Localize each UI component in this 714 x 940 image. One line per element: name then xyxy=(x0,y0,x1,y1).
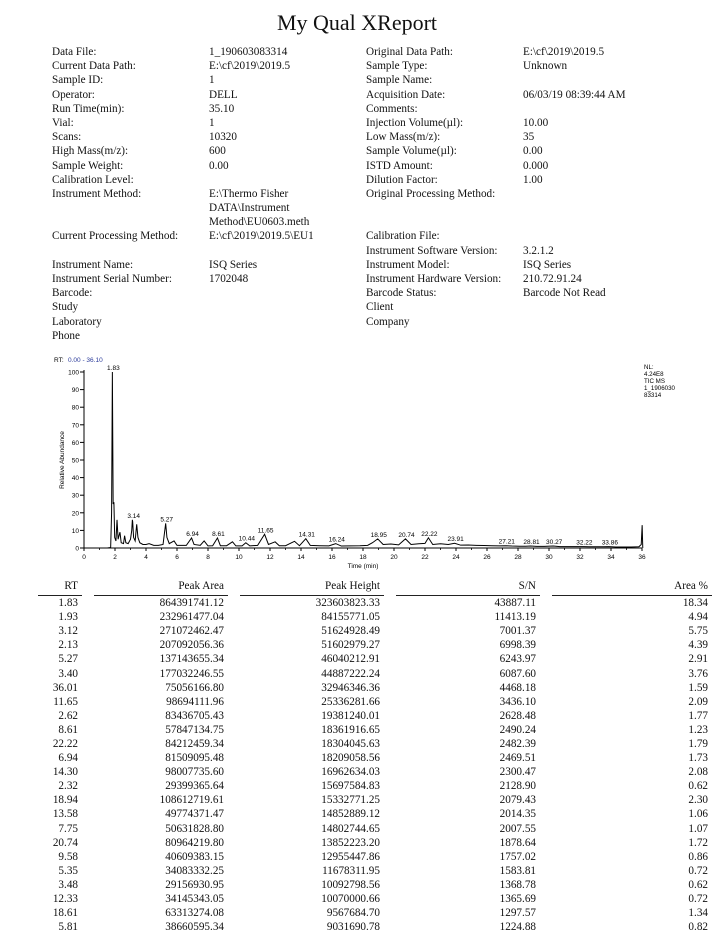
metadata-label: Laboratory xyxy=(52,315,102,328)
peak-label: 16.24 xyxy=(328,536,345,544)
x-tick-label: 14 xyxy=(297,554,305,561)
x-tick-label: 10 xyxy=(235,554,243,561)
metadata-value: 600 xyxy=(209,145,226,158)
peak-height-cell: 51624928.49 xyxy=(321,625,380,638)
sn-cell: 6998.39 xyxy=(499,639,536,652)
metadata-value: 10320 xyxy=(209,131,237,144)
sn-cell: 43887.11 xyxy=(494,597,536,610)
rt-cell: 12.33 xyxy=(52,893,78,906)
metadata-right-labels xyxy=(366,45,501,329)
area-pct-cell: 5.75 xyxy=(688,625,708,638)
sn-cell: 2014.35 xyxy=(499,808,536,821)
peak-height-cell: 9031690.78 xyxy=(326,921,380,934)
x-tick-label: 20 xyxy=(390,554,398,561)
peak-height-cell: 11678311.95 xyxy=(322,864,380,877)
peak-height-cell: 18209058.56 xyxy=(321,752,380,765)
rt-cell: 11.65 xyxy=(53,695,78,708)
metadata-label: Instrument Software Version: xyxy=(366,244,498,257)
x-axis-title: Time (min) xyxy=(347,563,379,570)
area-pct-cell: 0.72 xyxy=(688,893,708,906)
peak-area-cell: 271072462.47 xyxy=(159,625,224,638)
metadata-label: Sample Volume(µl): xyxy=(366,145,457,158)
table-row xyxy=(38,624,712,638)
sn-cell: 2482.39 xyxy=(499,737,536,750)
rt-cell: 13.58 xyxy=(52,808,78,821)
metadata-label: Comments: xyxy=(366,102,418,115)
metadata-value xyxy=(523,315,626,329)
peak-area-cell: 98007735.60 xyxy=(165,766,224,779)
sn-cell: 1368.78 xyxy=(499,878,536,891)
table-row xyxy=(38,793,712,807)
peak-label: 14.31 xyxy=(298,531,315,539)
peak-label: 8.61 xyxy=(212,530,225,538)
rt-cell: 3.48 xyxy=(58,878,78,891)
metadata-value: 35.10 xyxy=(209,102,235,115)
sn-cell: 1878.64 xyxy=(499,836,536,849)
metadata-value xyxy=(523,215,626,229)
sn-cell: 1365.69 xyxy=(499,893,536,906)
x-tick-label: 16 xyxy=(328,554,336,561)
metadata-label: Acquisition Date: xyxy=(366,88,446,101)
area-pct-cell: 1.73 xyxy=(688,752,708,765)
peak-area-cell: 34145343.05 xyxy=(165,893,224,906)
metadata-value: 0.000 xyxy=(523,159,549,172)
info-line: 1_1906030 xyxy=(644,385,675,392)
metadata-value xyxy=(523,201,626,215)
peak-height-cell: 13852223.20 xyxy=(321,836,380,849)
peak-height-cell: 15332771.25 xyxy=(321,794,380,807)
table-row xyxy=(38,822,712,836)
sn-cell: 1757.02 xyxy=(499,850,536,863)
info-line: TIC MS xyxy=(644,378,665,385)
peak-height-cell: 18304045.63 xyxy=(321,737,380,750)
table-row xyxy=(38,850,712,864)
col-header-peak-height: Peak Height xyxy=(240,578,384,596)
area-pct-cell: 2.08 xyxy=(688,766,708,779)
area-pct-cell: 1.07 xyxy=(688,822,708,835)
sn-cell: 1297.57 xyxy=(499,907,536,920)
peak-height-cell: 32946346.36 xyxy=(321,681,380,694)
peak-height-cell: 10070000.66 xyxy=(321,893,380,906)
peak-height-cell: 51602979.27 xyxy=(321,639,380,652)
col-header-sn: S/N xyxy=(396,578,540,596)
peak-area-cell: 83436705.43 xyxy=(165,709,224,722)
area-pct-cell: 1.23 xyxy=(688,723,708,736)
metadata-value: Unknown xyxy=(523,60,568,73)
rt-cell: 20.74 xyxy=(52,836,78,849)
peak-area-cell: 63313274.08 xyxy=(165,907,224,920)
sn-cell: 2628.48 xyxy=(499,709,536,722)
chromatogram-svg xyxy=(50,355,714,575)
rt-cell: 2.13 xyxy=(58,639,78,652)
peak-label: 3.14 xyxy=(127,512,140,520)
area-pct-cell: 0.82 xyxy=(688,921,708,934)
x-tick-label: 6 xyxy=(175,554,179,561)
metadata-left-values xyxy=(209,45,314,343)
table-row xyxy=(38,638,712,652)
peak-area-cell: 29156930.95 xyxy=(165,878,224,891)
col-header-peak-area: Peak Area xyxy=(94,578,228,596)
table-row xyxy=(38,906,712,920)
sn-cell: 3436.10 xyxy=(499,695,536,708)
metadata-label: ISTD Amount: xyxy=(366,159,433,172)
metadata-value: 10.00 xyxy=(523,116,549,129)
peak-area-cell: 864391741.12 xyxy=(159,597,224,610)
peak-height-cell: 14852889.12 xyxy=(321,808,380,821)
metadata-label: Company xyxy=(366,315,410,328)
sn-cell: 1224.88 xyxy=(499,921,536,934)
peak-height-cell: 84155771.05 xyxy=(321,611,380,624)
metadata-left-labels xyxy=(52,45,178,343)
peak-label: 22.22 xyxy=(421,530,438,538)
table-row xyxy=(38,652,712,666)
peak-label: 33.86 xyxy=(601,539,618,547)
y-axis-title: Relative Abundance xyxy=(59,431,66,489)
metadata-value: E:\Thermo Fisher xyxy=(209,187,289,200)
y-tick-label: 80 xyxy=(71,404,79,412)
metadata-label: Scans: xyxy=(52,131,82,144)
peak-label: 23.91 xyxy=(447,536,464,544)
sn-cell: 2469.51 xyxy=(499,752,536,765)
area-pct-cell: 0.72 xyxy=(688,864,708,877)
peak-label: 10.44 xyxy=(238,535,255,543)
metadata-value xyxy=(523,73,626,87)
table-row xyxy=(38,864,712,878)
sn-cell: 11413.19 xyxy=(494,611,536,624)
sn-cell: 1583.81 xyxy=(499,864,536,877)
peak-area-cell: 177032246.55 xyxy=(159,667,224,680)
info-line: 4.24E8 xyxy=(644,371,664,378)
peak-label: 5.27 xyxy=(160,516,174,524)
sn-cell: 2128.90 xyxy=(499,780,536,793)
table-row xyxy=(38,878,712,892)
metadata-value xyxy=(209,173,314,187)
peak-height-cell: 9567684.70 xyxy=(326,907,380,920)
rt-cell: 1.93 xyxy=(58,611,78,624)
peak-table-body xyxy=(38,596,712,935)
y-tick-label: 90 xyxy=(71,387,79,395)
table-row xyxy=(38,596,712,611)
area-pct-cell: 1.79 xyxy=(688,737,708,750)
metadata-label: Sample Type: xyxy=(366,60,428,73)
metadata-label: Injection Volume(µl): xyxy=(366,116,464,129)
metadata-label: Barcode Status: xyxy=(366,287,437,300)
x-tick-label: 12 xyxy=(266,554,274,561)
metadata-label: Instrument Name: xyxy=(52,258,134,271)
area-pct-cell: 2.30 xyxy=(688,794,708,807)
metadata-label: Instrument Method: xyxy=(52,187,142,200)
metadata-value: 1.00 xyxy=(523,173,543,186)
area-pct-cell: 1.72 xyxy=(688,836,708,849)
peak-height-cell: 15697584.83 xyxy=(321,780,380,793)
x-tick-label: 24 xyxy=(452,554,460,561)
metadata-label: Run Time(min): xyxy=(52,102,125,115)
table-row xyxy=(38,709,712,723)
rt-cell: 1.83 xyxy=(58,597,78,610)
table-row xyxy=(38,779,712,793)
peak-table xyxy=(38,578,712,934)
area-pct-cell: 4.39 xyxy=(688,639,708,652)
peak-area-cell: 81509095.48 xyxy=(165,752,224,765)
table-row xyxy=(38,737,712,751)
area-pct-cell: 1.77 xyxy=(688,709,708,722)
peak-height-cell: 25336281.66 xyxy=(321,695,380,708)
metadata-value: ISQ Series xyxy=(209,258,258,271)
peak-area-cell: 108612719.61 xyxy=(159,794,224,807)
sn-cell: 2079.43 xyxy=(499,794,536,807)
peak-area-cell: 49774371.47 xyxy=(165,808,224,821)
peak-area-cell: 75056166.80 xyxy=(165,681,224,694)
x-tick-label: 0 xyxy=(82,554,86,561)
metadata-value: 35 xyxy=(523,131,535,144)
area-pct-cell: 0.62 xyxy=(688,780,708,793)
metadata-value: 210.72.91.24 xyxy=(523,273,582,285)
rt-cell: 2.32 xyxy=(58,780,78,793)
metadata-label: Client xyxy=(366,301,394,314)
peak-area-cell: 232961477.04 xyxy=(159,611,224,624)
sn-cell: 7001.37 xyxy=(499,625,536,638)
metadata-label: Sample Weight: xyxy=(52,159,124,172)
rt-cell: 6.94 xyxy=(58,752,78,765)
metadata-label xyxy=(52,215,178,229)
info-line: NL: xyxy=(644,364,654,371)
area-pct-cell: 1.06 xyxy=(688,808,708,821)
rt-cell: 5.35 xyxy=(58,864,78,877)
x-tick-label: 34 xyxy=(607,554,615,561)
table-row xyxy=(38,892,712,906)
rt-cell: 2.62 xyxy=(58,709,78,722)
metadata-right-values xyxy=(523,45,626,329)
area-pct-cell: 0.62 xyxy=(688,878,708,891)
peak-area-cell: 57847134.75 xyxy=(165,723,224,736)
metadata-value: ISQ Series xyxy=(523,258,572,271)
rt-range-label: RT: xyxy=(54,357,64,364)
y-tick-label: 10 xyxy=(71,527,79,535)
metadata-value: 06/03/19 08:39:44 AM xyxy=(523,88,626,101)
metadata-label xyxy=(366,215,501,229)
peak-area-cell: 207092056.36 xyxy=(159,639,224,652)
rt-cell: 9.58 xyxy=(58,850,78,863)
metadata-label: Instrument Serial Number: xyxy=(52,273,172,285)
metadata-label: Operator: xyxy=(52,88,95,101)
rt-cell: 18.94 xyxy=(52,794,78,807)
y-tick-label: 100 xyxy=(68,369,79,377)
table-row xyxy=(38,751,712,765)
peak-height-cell: 10092798.56 xyxy=(321,878,380,891)
x-tick-label: 32 xyxy=(576,554,584,561)
peak-area-cell: 34083332.25 xyxy=(165,864,224,877)
table-row xyxy=(38,681,712,695)
y-tick-label: 20 xyxy=(71,510,79,518)
metadata-value: Barcode Not Read xyxy=(523,287,606,300)
metadata-label: Study xyxy=(52,301,79,314)
table-row xyxy=(38,610,712,624)
peak-area-cell: 84212459.34 xyxy=(165,737,224,750)
table-row xyxy=(38,695,712,709)
metadata-value: 1 xyxy=(209,116,215,129)
peak-label: 18.95 xyxy=(370,531,387,539)
y-tick-label: 70 xyxy=(71,422,79,430)
rt-cell: 5.27 xyxy=(58,653,78,666)
peak-label: 32.22 xyxy=(576,539,593,547)
rt-cell: 5.81 xyxy=(58,921,78,934)
x-tick-label: 26 xyxy=(483,554,491,561)
metadata-label: Sample Name: xyxy=(366,74,433,87)
metadata-label: Calibration File: xyxy=(366,230,440,243)
metadata-label: Sample ID: xyxy=(52,74,104,87)
x-tick-label: 8 xyxy=(206,554,210,561)
area-pct-cell: 2.09 xyxy=(688,695,708,708)
peak-height-cell: 16962634.03 xyxy=(321,766,380,779)
y-tick-label: 40 xyxy=(71,475,79,483)
rt-cell: 36.01 xyxy=(52,681,78,694)
peak-height-cell: 323603823.33 xyxy=(315,597,380,610)
peak-area-cell: 98694111.96 xyxy=(166,695,224,708)
sn-cell: 2007.55 xyxy=(499,822,536,835)
metadata-value: 0.00 xyxy=(209,159,229,172)
area-pct-cell: 18.34 xyxy=(682,597,708,610)
metadata-label xyxy=(366,201,501,215)
chromatogram-chart xyxy=(50,355,714,575)
metadata-label: Calibration Level: xyxy=(52,173,134,186)
peak-area-cell: 38660595.34 xyxy=(165,921,224,934)
table-row xyxy=(38,836,712,850)
peak-height-cell: 46040212.91 xyxy=(321,653,380,666)
sn-cell: 6087.60 xyxy=(499,667,536,680)
rt-cell: 14.30 xyxy=(52,766,78,779)
metadata-label: High Mass(m/z): xyxy=(52,145,129,158)
metadata-value xyxy=(209,300,314,314)
area-pct-cell: 4.94 xyxy=(688,611,708,624)
peak-label: 11.65 xyxy=(257,527,274,535)
x-tick-label: 2 xyxy=(113,554,117,561)
area-pct-cell: 1.59 xyxy=(688,681,708,694)
metadata-value xyxy=(523,102,626,116)
info-line: 83314 xyxy=(644,392,662,399)
peak-area-cell: 29399365.64 xyxy=(165,780,224,793)
peak-label: 1.83 xyxy=(107,365,120,372)
col-header-rt: RT xyxy=(38,578,82,596)
x-tick-label: 30 xyxy=(545,554,553,561)
col-header-area-pct: Area % xyxy=(552,578,712,596)
peak-label: 6.94 xyxy=(186,530,199,538)
metadata-value: DELL xyxy=(209,88,238,101)
peak-table-header xyxy=(38,578,712,596)
peak-height-cell: 18361916.65 xyxy=(321,723,380,736)
sn-cell: 2300.47 xyxy=(499,766,536,779)
sn-cell: 4468.18 xyxy=(499,681,536,694)
peak-height-cell: 19381240.01 xyxy=(321,709,380,722)
metadata-label: Barcode: xyxy=(52,287,93,300)
metadata-value xyxy=(209,315,314,329)
x-tick-label: 28 xyxy=(514,554,522,561)
table-row xyxy=(38,666,712,680)
area-pct-cell: 2.91 xyxy=(688,653,708,666)
table-row xyxy=(38,765,712,779)
report-title: My Qual XReport xyxy=(276,10,438,35)
metadata-value: E:\cf\2019\2019.5\EU1 xyxy=(209,230,314,243)
metadata-value: E:\cf\2019\2019.5 xyxy=(209,60,291,73)
peak-label: 30.27 xyxy=(546,539,563,547)
table-row xyxy=(38,920,712,934)
sn-cell: 6243.97 xyxy=(499,653,536,666)
metadata-label: Original Processing Method: xyxy=(366,187,496,200)
metadata-label: Low Mass(m/z): xyxy=(366,131,441,144)
y-tick-label: 50 xyxy=(71,457,79,465)
x-tick-label: 18 xyxy=(359,554,367,561)
rt-cell: 3.12 xyxy=(58,625,78,638)
area-pct-cell: 0.86 xyxy=(688,850,708,863)
peak-area-cell: 80964219.80 xyxy=(165,836,224,849)
metadata-value xyxy=(209,329,314,343)
metadata-value xyxy=(209,244,314,258)
metadata-value xyxy=(523,300,626,314)
metadata-value: 0.00 xyxy=(523,145,543,158)
peak-height-cell: 12955447.86 xyxy=(321,850,380,863)
table-row xyxy=(38,723,712,737)
metadata-value: 3.2.1.2 xyxy=(523,244,554,257)
peak-area-cell: 40609383.15 xyxy=(165,850,224,863)
rt-cell: 8.61 xyxy=(58,723,78,736)
metadata-value: E:\cf\2019\2019.5 xyxy=(523,46,605,58)
metadata-value xyxy=(523,187,626,201)
area-pct-cell: 1.34 xyxy=(688,907,708,920)
table-row xyxy=(38,807,712,821)
metadata-label xyxy=(52,201,178,215)
metadata-value xyxy=(523,229,626,243)
rt-range-value: 0.00 - 36.10 xyxy=(68,357,103,364)
rt-cell: 3.40 xyxy=(58,667,78,680)
rt-cell: 7.75 xyxy=(58,822,78,835)
metadata-label: Original Data Path: xyxy=(366,46,453,58)
peak-label: 28.81 xyxy=(523,539,540,547)
area-pct-cell: 3.76 xyxy=(688,667,708,680)
metadata-label xyxy=(52,244,178,258)
y-tick-label: 0 xyxy=(75,545,79,553)
rt-cell: 18.61 xyxy=(52,907,78,920)
x-tick-label: 22 xyxy=(421,554,429,561)
metadata-value xyxy=(209,286,314,300)
metadata-value: Method\EU0603.meth xyxy=(209,216,310,229)
peak-height-cell: 44887222.24 xyxy=(321,667,380,680)
peak-area-cell: 137143655.34 xyxy=(159,653,224,666)
metadata-label: Current Data Path: xyxy=(52,60,136,73)
sn-cell: 2490.24 xyxy=(499,723,536,736)
y-tick-label: 30 xyxy=(71,492,79,500)
metadata-label: Instrument Hardware Version: xyxy=(366,273,502,285)
metadata-label: Vial: xyxy=(52,116,74,129)
peak-label: 27.21 xyxy=(498,538,515,546)
peak-height-cell: 14802744.65 xyxy=(321,822,380,835)
metadata-value: DATA\Instrument xyxy=(209,202,290,215)
x-tick-label: 36 xyxy=(638,554,646,561)
metadata-label: Phone xyxy=(52,329,80,342)
peak-area-cell: 50631828.80 xyxy=(165,822,224,835)
metadata-label: Dilution Factor: xyxy=(366,173,438,186)
y-tick-label: 60 xyxy=(71,439,79,447)
metadata-value: 1_190603083314 xyxy=(209,46,288,58)
metadata-value: 1 xyxy=(209,74,215,87)
peak-label: 20.74 xyxy=(398,531,415,539)
x-tick-label: 4 xyxy=(144,554,148,561)
metadata-value: 1702048 xyxy=(209,273,249,285)
metadata-label: Data File: xyxy=(52,46,97,58)
metadata-label: Instrument Model: xyxy=(366,258,450,271)
rt-cell: 22.22 xyxy=(52,737,78,750)
metadata-label: Current Processing Method: xyxy=(52,230,179,243)
